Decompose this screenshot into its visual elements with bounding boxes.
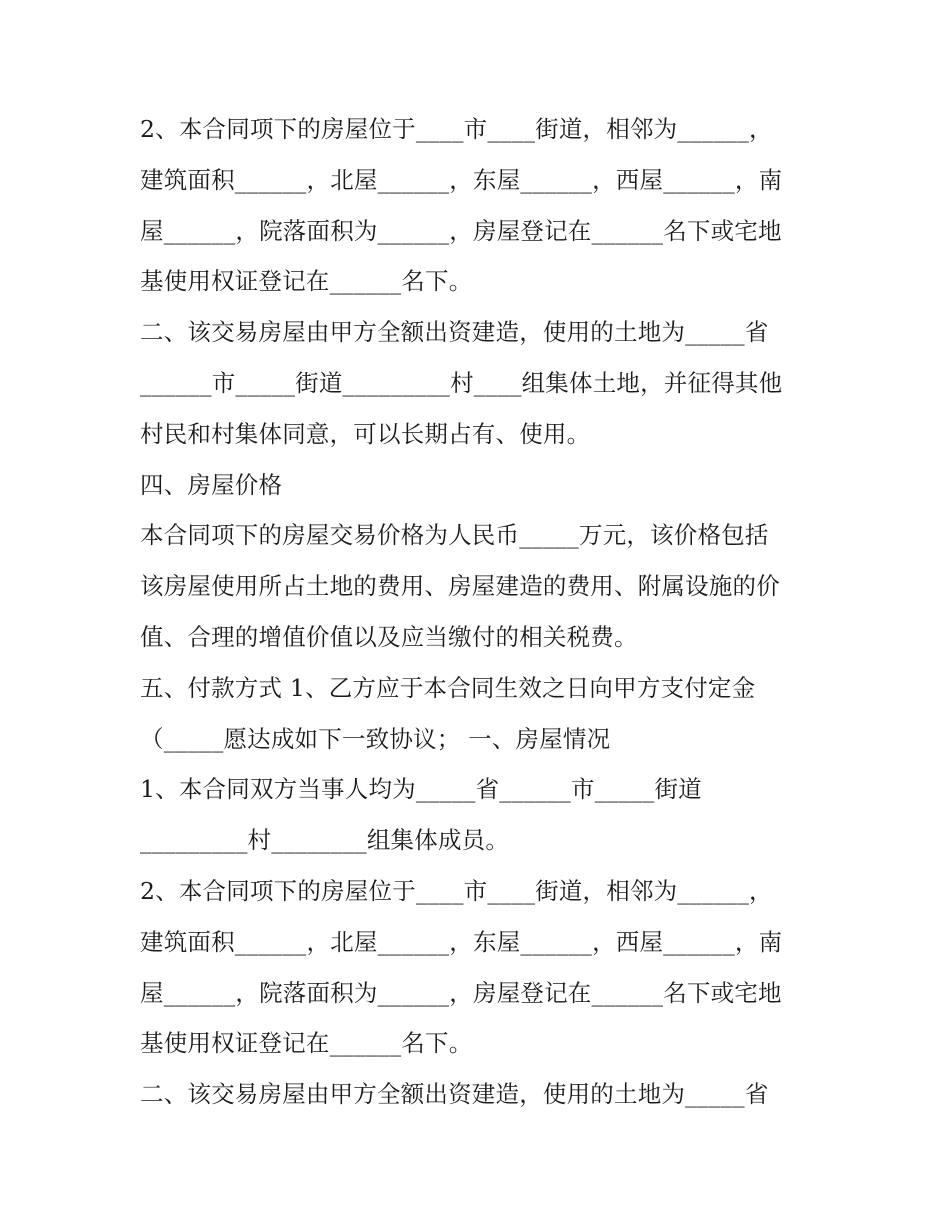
text-line: 值、合理的增值价值以及应当缴付的相关税费。 <box>140 622 638 651</box>
text-line: 二、该交易房屋由甲方全额出资建造，使用的土地为_____省 <box>140 318 769 347</box>
text-line: 该房屋使用所占土地的费用、房屋建造的费用、附属设施的价 <box>140 572 780 601</box>
text-line: 村民和村集体同意，可以长期占有、使用。 <box>140 419 591 448</box>
text-line: 2、本合同项下的房屋位于____市____街道，相邻为______， <box>140 876 773 905</box>
text-line: 建筑面积______，北屋______，东屋______，西屋______，南 <box>140 165 783 194</box>
document-body <box>140 104 820 1120</box>
text-line: ______市_____街道_________村____组集体土地，并征得其他 <box>140 368 783 397</box>
text-line: 建筑面积______，北屋______，东屋______，西屋______，南 <box>140 927 783 956</box>
text-line: 二、该交易房屋由甲方全额出资建造，使用的土地为_____省 <box>140 1080 769 1109</box>
text-line: （_____愿达成如下一致协议； 一、房屋情况 <box>140 724 611 753</box>
text-line: 基使用权证登记在______名下。 <box>140 267 473 296</box>
text-line: _________村________组集体成员。 <box>140 826 510 855</box>
text-line: 屋______，院落面积为______，房屋登记在______名下或宅地 <box>140 978 782 1007</box>
text-line: 2、本合同项下的房屋位于____市____街道，相邻为______， <box>140 115 773 143</box>
text-line: 本合同项下的房屋交易价格为人民币_____万元，该价格包括 <box>140 521 769 550</box>
section-heading: 四、房屋价格 <box>140 470 283 499</box>
text-line: 五、付款方式 1、乙方应于本合同生效之日向甲方支付定金 <box>140 673 756 702</box>
text-line: 基使用权证登记在______名下。 <box>140 1029 473 1058</box>
text-line: 屋______，院落面积为______，房屋登记在______名下或宅地 <box>140 216 782 245</box>
text-line: 1、本合同双方当事人均为_____省______市_____街道 <box>140 775 702 804</box>
